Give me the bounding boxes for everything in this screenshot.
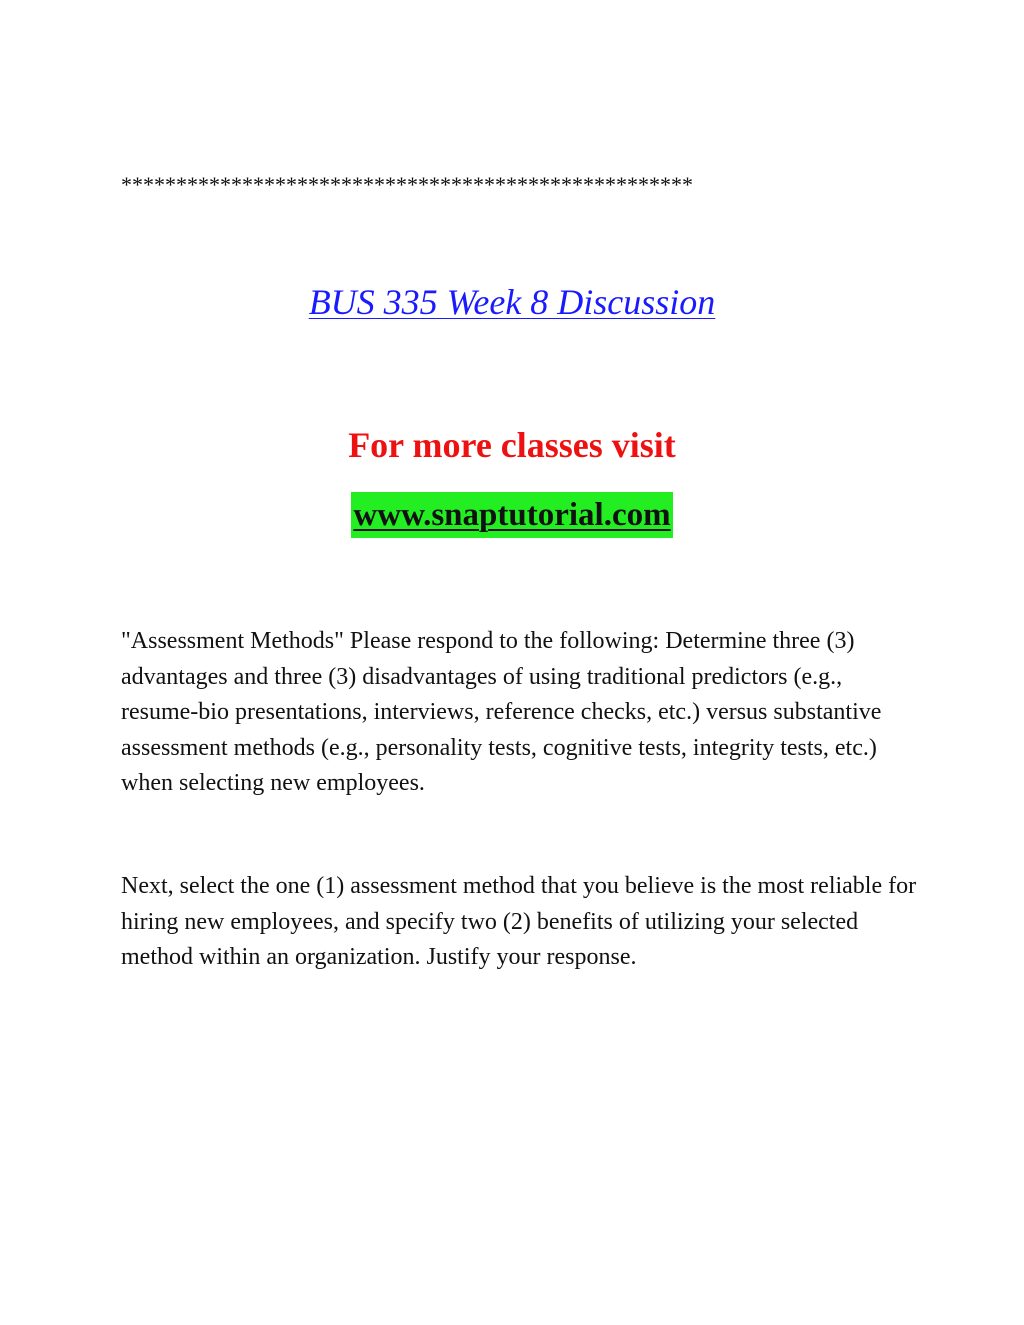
body-paragraph-assessment: "Assessment Methods" Please respond to the following: Determine three (3) advantages and three (3) disadvantages of using traditional predictors (e.g., resume-bio presentations, interviews, reference checks, etc.) versus substantive assessment methods (e.g., personality tests, cognitive tests, integrity tests, etc.) when selecting new employees.: [121, 628, 882, 796]
site-link[interactable]: www.snaptutorial.com: [351, 492, 672, 538]
asterisk-separator: ****************************************************: [121, 172, 693, 197]
title-link[interactable]: BUS 335 Week 8 Discussion: [308, 282, 716, 322]
promo-heading: For more classes visit: [348, 425, 676, 465]
body-paragraph-next: Next, select the one (1) assessment method that you believe is the most reliable for hiring new employees, and specify two (2) benefits of utilizing your selected method within an organization. Justify your response.: [121, 873, 917, 970]
site-link-wrapper: [0, 492, 1024, 538]
